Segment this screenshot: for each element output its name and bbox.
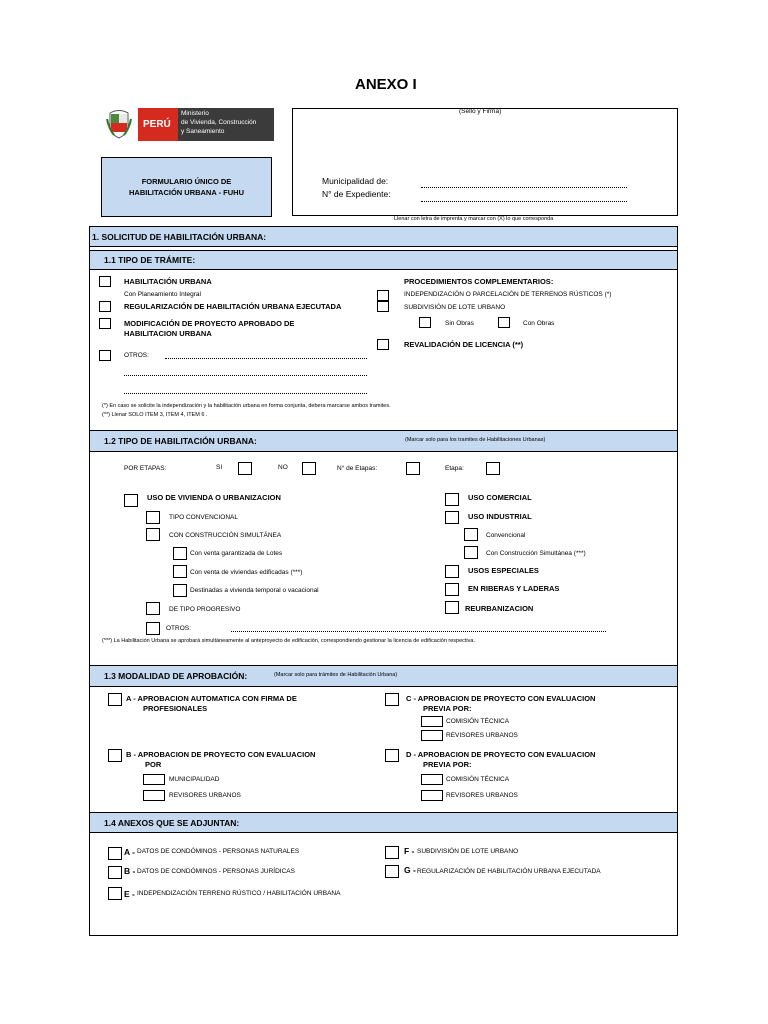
modalidad-c-label-2: PREVIA POR: (423, 704, 472, 713)
otros-vivienda-label: OTROS: (166, 625, 191, 632)
reurbanizacion-checkbox[interactable] (445, 601, 459, 614)
s14-title: 1.4 ANEXOS QUE SE ADJUNTAN: (104, 818, 240, 828)
logo-ministry-line2: de Vivienda, Construcción (181, 119, 257, 126)
riberas-checkbox[interactable] (445, 583, 459, 596)
form-title-box (101, 157, 272, 217)
d-revisores-label: REVISORES URBANOS (446, 792, 518, 799)
otros-checkbox[interactable] (99, 350, 111, 361)
usos-especiales-checkbox[interactable] (445, 565, 459, 578)
s11-title: 1.1 TIPO DE TRÁMITE: (104, 255, 196, 265)
modificacion-label-1: MODIFICACIÓN DE PROYECTO APROBADO DE (124, 319, 295, 328)
s12-note: (***) La Habilitación Urbana se aprobará simultáneamente al anteproyecto de edificación, correspondiendo gestionar la licencia de edificación respectiva. (102, 638, 475, 644)
modalidad-b-label-2: POR (145, 760, 162, 769)
venta-viviendas-label: Con venta de viviendas edificadas (***) (190, 569, 303, 576)
modalidad-b-label-1: B - APROBACION DE PROYECTO CON EVALUACION (126, 750, 316, 759)
anexo-e-label: INDEPENDIZACIÓN TERRENO RÚSTICO / HABILITACIÓN URBANA (137, 890, 341, 897)
b-municipalidad-label: MUNICIPALIDAD (169, 776, 220, 783)
etapas-no-checkbox[interactable] (302, 462, 316, 475)
modalidad-c-checkbox[interactable] (385, 693, 399, 706)
ministry-logo (106, 108, 274, 141)
otros-vivienda-checkbox[interactable] (146, 622, 160, 635)
revalidacion-checkbox[interactable] (377, 339, 389, 350)
sin-obras-checkbox[interactable] (419, 317, 431, 328)
municipalidad-field[interactable] (421, 187, 627, 188)
venta-viviendas-checkbox[interactable] (173, 565, 187, 578)
c-comision-checkbox[interactable] (421, 716, 443, 727)
regularizacion-label: REGULARIZACIÓN DE HABILITACIÓN URBANA EJECUTADA (124, 302, 342, 311)
modalidad-a-label-2: PROFESIONALES (143, 704, 208, 713)
section1-title: 1. SOLICITUD DE HABILITACIÓN URBANA: (92, 232, 267, 242)
con-construccion-label: CON CONSTRUCCIÓN SIMULTÁNEA (169, 532, 282, 539)
anexo-f-checkbox[interactable] (385, 846, 399, 859)
anexo-a-letter: A - (124, 847, 136, 857)
s12-title: 1.2 TIPO DE HABILITACIÓN URBANA: (104, 436, 257, 446)
tipo-convencional-label: TIPO CONVENCIONAL (169, 514, 238, 521)
uso-industrial-checkbox[interactable] (445, 511, 459, 524)
etapas-si-checkbox[interactable] (238, 462, 252, 475)
por-etapas-label: POR ETAPAS: (124, 465, 167, 472)
modificacion-checkbox[interactable] (99, 318, 111, 329)
logo-ministry-line1: Ministerio (181, 110, 209, 117)
b-revisores-label: REVISORES URBANOS (169, 792, 241, 799)
convencional-label: Convencional (486, 532, 526, 539)
anexo-b-label: DATOS DE CONDÓMINOS - PERSONAS JURÍDICAS (137, 868, 295, 875)
etapa-box[interactable] (486, 462, 500, 475)
no-label: NO (278, 464, 288, 471)
usos-especiales-label: USOS ESPECIALES (468, 566, 539, 575)
otros-field-3[interactable] (124, 393, 367, 394)
tipo-progresivo-label: DE TIPO PROGRESIVO (169, 606, 241, 613)
si-label: SI (216, 464, 223, 471)
modalidad-d-label-1: D - APROBACION DE PROYECTO CON EVALUACION (406, 750, 596, 759)
s11-note-1: (*) En caso se solicite la independización y la habilitación urbana en forma conjunta, debera marcarse ambos tramites. (102, 403, 391, 409)
anexo-b-checkbox[interactable] (108, 866, 122, 879)
uso-comercial-checkbox[interactable] (445, 493, 459, 506)
independizacion-checkbox[interactable] (377, 290, 389, 301)
etapa-label: Etapa: (445, 465, 464, 472)
s12-subtitle: (Marcar solo para los tramites de Habilitaciones Urbanas) (405, 437, 546, 443)
b-revisores-checkbox[interactable] (143, 790, 165, 801)
anexo-b-letter: B - (124, 866, 136, 876)
sin-obras-label: Sin Obras (445, 320, 474, 327)
num-etapas-box[interactable] (406, 462, 420, 475)
s11-header (89, 250, 678, 270)
otros-field-2[interactable] (124, 375, 367, 376)
seal-label: (Sello y Firma) (459, 108, 502, 115)
coat-of-arms-icon (106, 109, 132, 139)
modalidad-d-checkbox[interactable] (385, 749, 399, 762)
venta-lotes-label: Con venta garantizada de Lotes (190, 550, 283, 557)
expediente-label: N° de Expediente: (322, 189, 391, 199)
subdivision-checkbox[interactable] (377, 301, 389, 312)
otros-field-1[interactable] (165, 358, 367, 359)
s13-header (89, 665, 678, 687)
convencional-checkbox[interactable] (464, 528, 478, 541)
d-comision-checkbox[interactable] (421, 774, 443, 785)
independizacion-label: INDEPENDIZACIÓN O PARCELACIÓN DE TERRENOS RÚSTICOS (*) (404, 291, 612, 298)
form-title-line2: HABILITACIÓN URBANA - FUHU (129, 188, 244, 197)
fill-instruction: Llenar con letra de imprenta y marcar con (X) lo que corresponda (394, 216, 554, 222)
reurbanizacion-label: REURBANIZACION (465, 604, 534, 613)
riberas-label: EN RIBERAS Y LADERAS (468, 584, 560, 593)
modalidad-a-label-1: A - APROBACION AUTOMATICA CON FIRMA DE (126, 694, 297, 703)
hab-urbana-checkbox[interactable] (99, 276, 111, 287)
s14-header (89, 812, 678, 833)
logo-country: PERÚ (143, 119, 171, 130)
modalidad-d-label-2: PREVIA POR: (423, 760, 472, 769)
expediente-field[interactable] (421, 201, 627, 202)
d-comision-label: COMISIÓN TÉCNICA (446, 776, 510, 783)
anexo-a-label: DATOS DE CONDÓMINOS - PERSONAS NATURALES (137, 848, 300, 855)
num-etapas-label: N° de Etapas: (337, 465, 378, 472)
uso-vivienda-checkbox[interactable] (124, 494, 138, 507)
c-revisores-label: REVISORES URBANOS (446, 732, 518, 739)
modificacion-label-2: HABILITACION URBANA (124, 329, 212, 338)
proc-comp-label: PROCEDIMIENTOS COMPLEMENTARIOS: (404, 277, 554, 286)
s13-subtitle: (Marcar solo para trámites de Habilitación Urbana) (274, 672, 398, 678)
s13-title: 1.3 MODALIDAD DE APROBACIÓN: (104, 671, 248, 681)
anexo-f-label: SUBDIVISIÓN DE LOTE URBANO (417, 848, 519, 855)
tipo-convencional-checkbox[interactable] (146, 511, 160, 524)
modalidad-b-checkbox[interactable] (108, 749, 122, 762)
logo-ministry-line3: y Saneamiento (181, 128, 225, 135)
hab-urbana-label: HABILITACIÓN URBANA (124, 277, 212, 286)
anexo-e-checkbox[interactable] (108, 887, 122, 900)
otros-label: OTROS: (124, 352, 149, 359)
con-obras-checkbox[interactable] (498, 317, 510, 328)
d-revisores-checkbox[interactable] (421, 790, 443, 801)
subdivision-label: SUBDIVISIÓN DE LOTE URBANO (404, 304, 506, 311)
uso-industrial-label: USO INDUSTRIAL (468, 512, 532, 521)
s11-note-2: (**) Llenar SOLO ITEM 3, ITEM 4, ITEM 6 . (102, 412, 208, 418)
con-construccion-checkbox[interactable] (146, 528, 160, 541)
modalidad-a-checkbox[interactable] (108, 693, 122, 706)
otros-vivienda-field[interactable] (231, 631, 606, 632)
venta-lotes-checkbox[interactable] (173, 547, 187, 560)
destinadas-label: Destinadas a vivienda temporal o vacacional (190, 587, 319, 594)
municipalidad-label: Municipalidad de: (322, 176, 389, 186)
con-planeamiento-label: Con Planeamiento Integral (124, 291, 201, 298)
page-title: ANEXO I (355, 76, 417, 93)
uso-vivienda-label: USO DE VIVIENDA O URBANIZACION (147, 493, 281, 502)
anexo-g-letter: G - (404, 865, 416, 875)
c-comision-label: COMISIÓN TÉCNICA (446, 718, 510, 725)
form-title-line1: FORMULARIO ÚNICO DE (141, 177, 232, 186)
destinadas-checkbox[interactable] (173, 584, 187, 597)
anexo-e-letter: E - (124, 889, 135, 899)
con-construccion-sim-checkbox[interactable] (464, 546, 478, 559)
section1-header (89, 226, 678, 247)
revalidacion-label: REVALIDACIÓN DE LICENCIA (**) (404, 340, 524, 349)
regularizacion-checkbox[interactable] (99, 301, 111, 312)
con-obras-label: Con Obras (523, 320, 555, 327)
modalidad-c-label-1: C - APROBACION DE PROYECTO CON EVALUACION (406, 694, 596, 703)
anexo-f-letter: F - (404, 846, 415, 856)
s12-header (89, 430, 678, 452)
c-revisores-checkbox[interactable] (421, 730, 443, 741)
tipo-progresivo-checkbox[interactable] (146, 602, 160, 615)
anexo-a-checkbox[interactable] (108, 847, 122, 860)
con-construccion-sim-label: Con Construcción Simultánea (***) (486, 550, 586, 557)
anexo-g-checkbox[interactable] (385, 865, 399, 878)
uso-comercial-label: USO COMERCIAL (468, 493, 532, 502)
b-municipalidad-checkbox[interactable] (143, 774, 165, 785)
seal-box (292, 108, 678, 216)
anexo-g-label: REGULARIZACIÓN DE HABILITACIÓN URBANA EJECUTADA (417, 868, 601, 875)
